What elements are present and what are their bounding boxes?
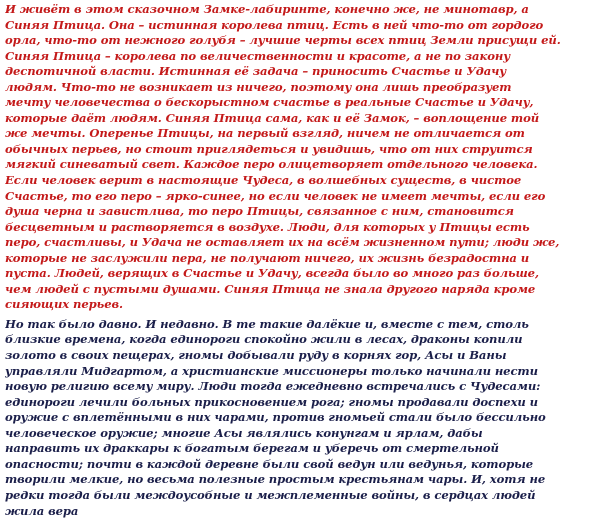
text-line: близкие времена, когда единороги спокойно жили в лесах, драконы копили [5,332,523,347]
text-line: Если человек верит в настоящие Чудеса, в волшебных существ, в чистое [5,173,522,188]
text-line: чем людей с пустыми душами. Синяя Птица не знала другого наряда кроме [5,281,536,296]
text-line: редки тогда были междоусобные и межплеменные войны, в сердцах людей [5,487,536,502]
text-line: душа черна и завистлива, то перо Птицы, связанное с ним, становится [5,204,514,219]
text-line: новую религию всему миру. Люди тогда ежедневно встречались с Чудесами: [5,379,541,394]
text-line: которые даёт людям. Синяя Птица сама, как и её Замок, – воплощение той [5,110,540,125]
text-line: обычных перьев, но стоит приглядеться и увидишь, что от них струится [5,141,533,156]
text-line: которые не заслужили пера, не получают ничего, их жизнь безрадостна и [5,250,530,265]
text-line: творили мелкие, но весьма полезные простым крестьянам чары. И, хотя не [5,472,546,487]
text-line: мягкий синеватый свет. Каждое перо олицетворяет отдельного человека. [5,157,538,172]
text-line: же мечты. Оперенье Птицы, на первый взгляд, ничем не отличается от [5,126,525,141]
text-line: единороги лечили больных прикосновением рога; гномы продавали доспехи и [5,394,538,409]
text-line: Но так было давно. И недавно. В те такие далёкие и, вместе с тем, столь [5,316,529,331]
text-line: управляли Мидгартом, а христианские миссионеры только начинали нести [5,363,538,378]
text-line: человеческое оружие; многие Асы являлись конунгам и ярлам, дабы [5,425,483,440]
text-line: направить их драккары к богатым берегам и уберечь от смертельной [5,441,499,456]
text-line: оружие с вплетёнными в них чарами, против гномьей стали было бессильно [5,410,546,425]
text-line: И живёт в этом сказочном Замке-лабиринте, конечно же, не минотавр, а [5,2,529,16]
paragraph-blue-bird [5,2,597,313]
text-line: Счастье, то его перо – ярко-синее, но если человек не имеет мечты, если его [5,188,546,203]
text-line: опасности; почти в каждой деревне были свой ведун или ведунья, которые [5,456,534,471]
text-line: бесцветным и растворяется в воздухе. Люди, для которых у Птицы есть [5,219,530,234]
text-line: сияющих перьев. [5,297,123,312]
text-line: мечту человечества о бескорыстном счастье в реальные Счастье и Удачу, [5,95,534,110]
text-line: орла, что-то от нежного голубя – лучшие черты всех птиц Земли присущи ей. [5,33,561,48]
paragraph-old-times [5,317,597,519]
text-line: людям. Что-то не возникает из ничего, поэтому она лишь преобразует [5,79,512,94]
text-line: Синяя Птица. Она – истинная королева птиц. Есть в ней что-то от гордого [5,17,544,32]
document-body [5,2,597,519]
text-line: жила вера [5,503,79,518]
text-line: золото в своих пещерах, гномы добывали руду в корнях гор, Асы и Ваны [5,348,507,363]
text-line: пуста. Людей, верящих в Счастье и Удачу, всегда было во много раз больше, [5,266,539,281]
text-line: Синяя Птица – королева по величественности и красоте, а не по закону [5,48,511,63]
text-line: деспотичной власти. Истинная её задача – приносить Счастье и Удачу [5,64,507,79]
text-line: перо, счастливы, и Удача не оставляет их на всём жизненном пути; люди же, [5,235,560,250]
